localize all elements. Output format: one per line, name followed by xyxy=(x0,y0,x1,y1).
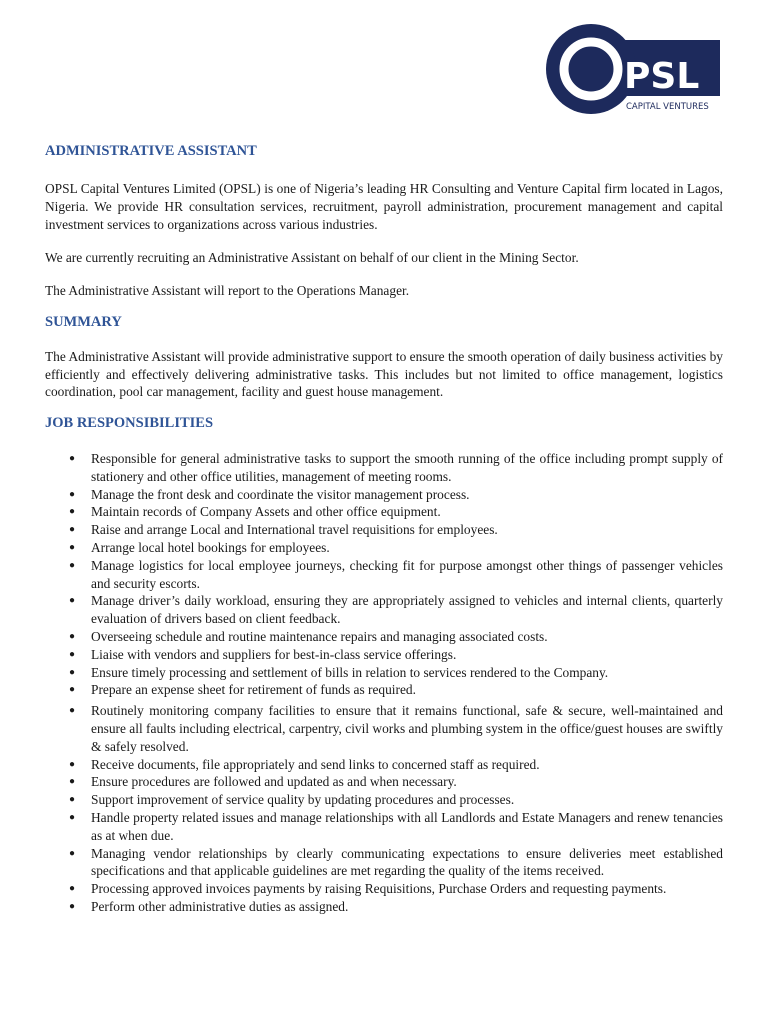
intro-paragraph: We are currently recruiting an Administrative Assistant on behalf of our client in the Mining Sector. xyxy=(45,250,579,265)
list-item: ● Manage driver’s daily workload, ensuring they are appropriately assigned to vehicles and internal clients, quarterly evaluation of drivers based on client feedback. xyxy=(45,592,723,628)
list-item: ● Raise and arrange Local and International travel requisitions for employees. xyxy=(45,521,723,539)
list-item: ● Processing approved invoices payments by raising Requisitions, Purchase Orders and requesting payments. xyxy=(45,880,723,898)
list-item: ● Manage logistics for local employee journeys, checking fit for purpose amongst other things of passenger vehicles and security escorts. xyxy=(45,557,723,593)
list-item: ● Managing vendor relationships by clearly communicating expectations to ensure deliveries meet established specifications and that applicable guidelines are met regarding the quality of the items received. xyxy=(45,845,723,881)
svg-text:CAPITAL VENTURES: CAPITAL VENTURES xyxy=(626,102,709,112)
list-item: ● Routinely monitoring company facilities to ensure that it remains functional, safe & secure, well-maintained and ensure all faults including electrical, carpentry, civil works and plumbing system in the office/guest houses are swiftly & safely resolved. xyxy=(45,702,723,755)
list-item: ● Perform other administrative duties as assigned. xyxy=(45,898,723,916)
responsibilities-list xyxy=(45,450,723,916)
list-item: ● Support improvement of service quality by updating procedures and processes. xyxy=(45,791,723,809)
list-item: ● Manage the front desk and coordinate the visitor management process. xyxy=(45,486,723,504)
svg-text:PSL: PSL xyxy=(624,56,700,97)
list-item: ● Maintain records of Company Assets and other office equipment. xyxy=(45,503,723,521)
summary-paragraph: The Administrative Assistant will provide administrative support to ensure the smooth operation of daily business activities by efficiently and effectively delivering administrative tasks. This includes but not limited to office management, logistics coordination, pool car management, facility and guest house management. xyxy=(45,349,723,400)
list-item: ● Ensure timely processing and settlement of bills in relation to services rendered to the Company. xyxy=(45,664,723,682)
intro-paragraph: The Administrative Assistant will report to the Operations Manager. xyxy=(45,283,410,298)
responsibilities-heading: JOB RESPONSIBILITIES xyxy=(45,415,214,431)
list-item: ● Overseeing schedule and routine maintenance repairs and managing associated costs. xyxy=(45,628,723,646)
job-title: ADMINISTRATIVE ASSISTANT xyxy=(45,143,257,159)
list-item: ● Arrange local hotel bookings for employees. xyxy=(45,539,723,557)
list-item: ● Receive documents, file appropriately and send links to concerned staff as required. xyxy=(45,756,723,774)
list-item: ● Responsible for general administrative tasks to support the smooth running of the office including prompt supply of stationery and other office utilities, management of meeting rooms. xyxy=(45,450,723,486)
intro-paragraph: OPSL Capital Ventures Limited (OPSL) is one of Nigeria’s leading HR Consulting and Venture Capital firm located in Lagos, Nigeria. We provide HR consultation services, recruitment, payroll administration, procurement management and capital investment services to organizations across various industries. xyxy=(45,181,723,232)
list-item: ● Prepare an expense sheet for retirement of funds as required. xyxy=(45,681,723,699)
list-item: ● Ensure procedures are followed and updated as and when necessary. xyxy=(45,773,723,791)
summary-heading: SUMMARY xyxy=(45,314,122,330)
list-item: ● Liaise with vendors and suppliers for best-in-class service offerings. xyxy=(45,646,723,664)
list-item: ● Handle property related issues and manage relationships with all Landlords and Estate Managers and renew tenancies as at when due. xyxy=(45,809,723,845)
opsl-logo xyxy=(546,24,724,114)
